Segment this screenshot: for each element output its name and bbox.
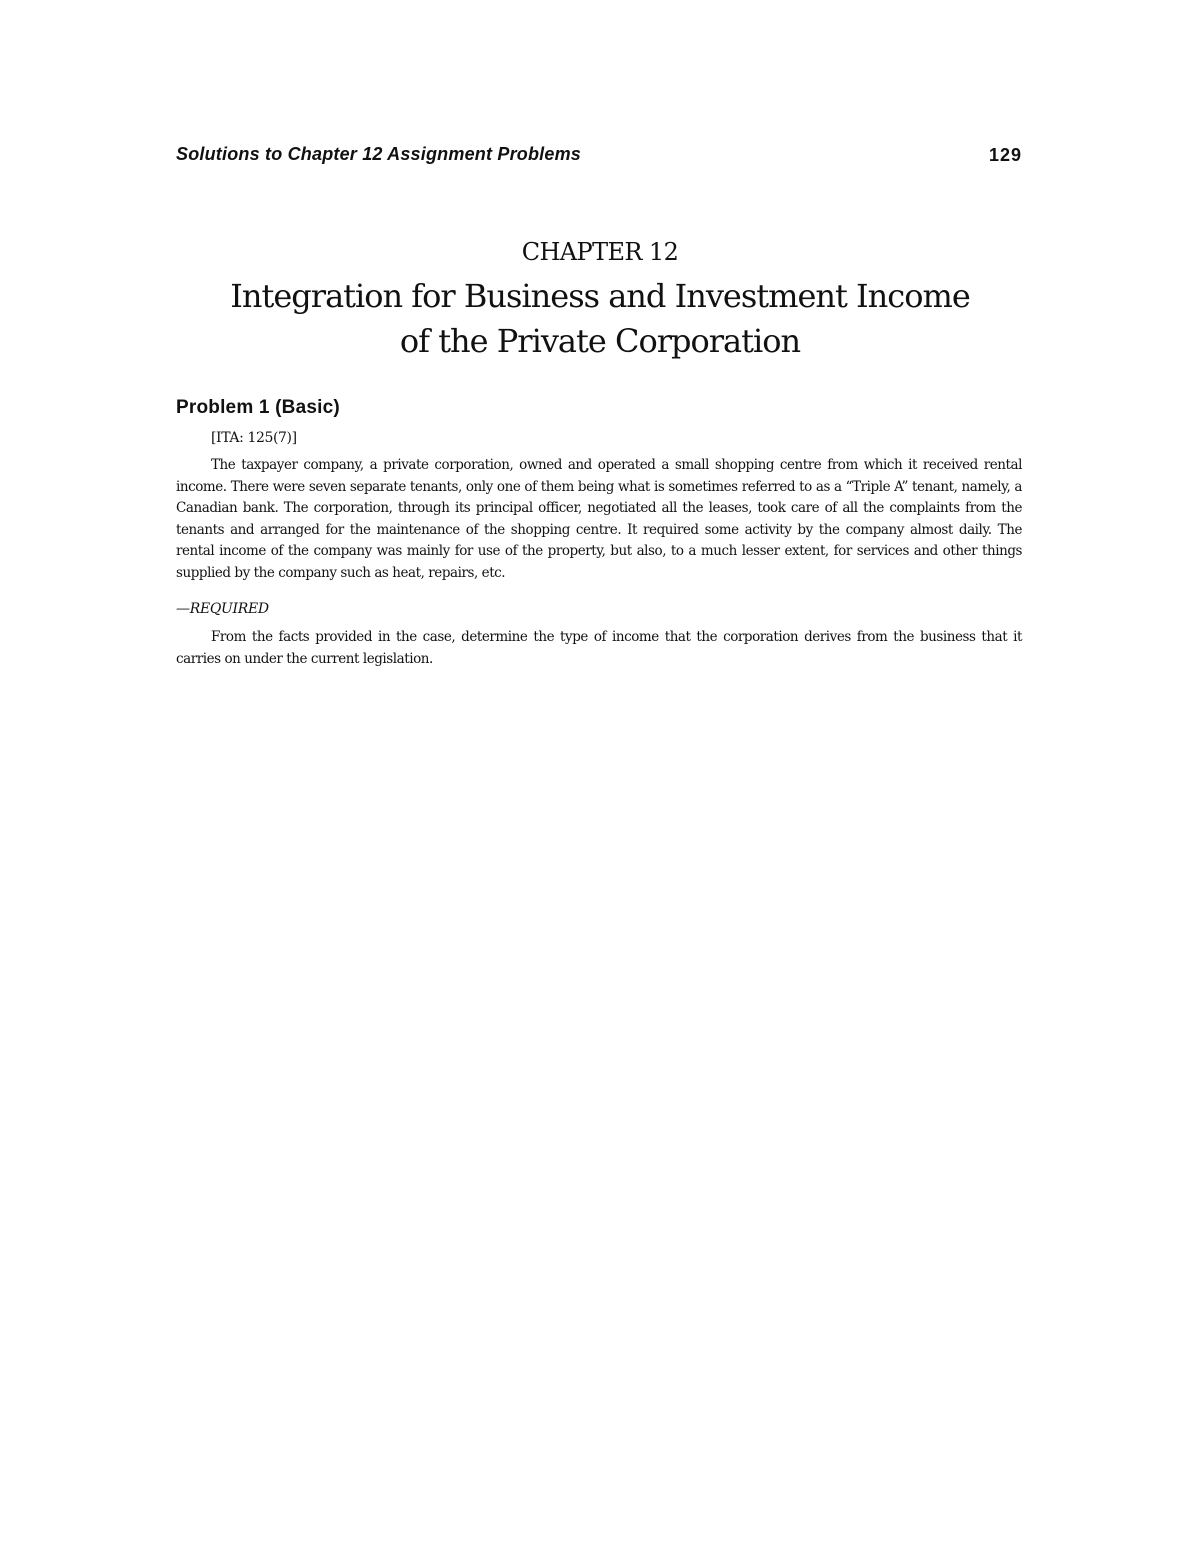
problem-section bbox=[176, 396, 1022, 670]
chapter-label: CHAPTER 12 bbox=[521, 238, 679, 266]
required-label: —REQUIRED bbox=[176, 600, 269, 617]
running-header bbox=[176, 142, 1022, 168]
chapter-title-line-2: of the Private Corporation bbox=[399, 322, 801, 360]
chapter-title bbox=[0, 274, 1200, 364]
problem-heading: Problem 1 (Basic) bbox=[176, 397, 340, 418]
problem-body-paragraph: The taxpayer company, a private corporation, owned and operated a small shopping centre from which it received rental income. There were seven separate tenants, only one of them being what is sometimes referred to as a “Triple A” tenant, namely, a Canadian bank. The corporation, through its principal officer, negotiated all the leases, took care of all the complaints from the tenants and arranged for the maintenance of the shopping centre. It required some activity by the company almost daily. The rental income of the company was mainly for use of the property, but also, to a much lesser extent, for services and other things supplied by the company such as heat, repairs, etc. bbox=[176, 457, 1022, 581]
required-paragraph: From the facts provided in the case, determine the type of income that the corporation derives from the business that it carries on under the current legislation. bbox=[176, 628, 1022, 667]
statute-reference: [ITA: 125(7)] bbox=[211, 430, 297, 446]
chapter-title-line-1: Integration for Business and Investment Income bbox=[230, 277, 970, 315]
page-number: 129 bbox=[988, 145, 1022, 165]
running-title: Solutions to Chapter 12 Assignment Problems bbox=[176, 144, 581, 164]
